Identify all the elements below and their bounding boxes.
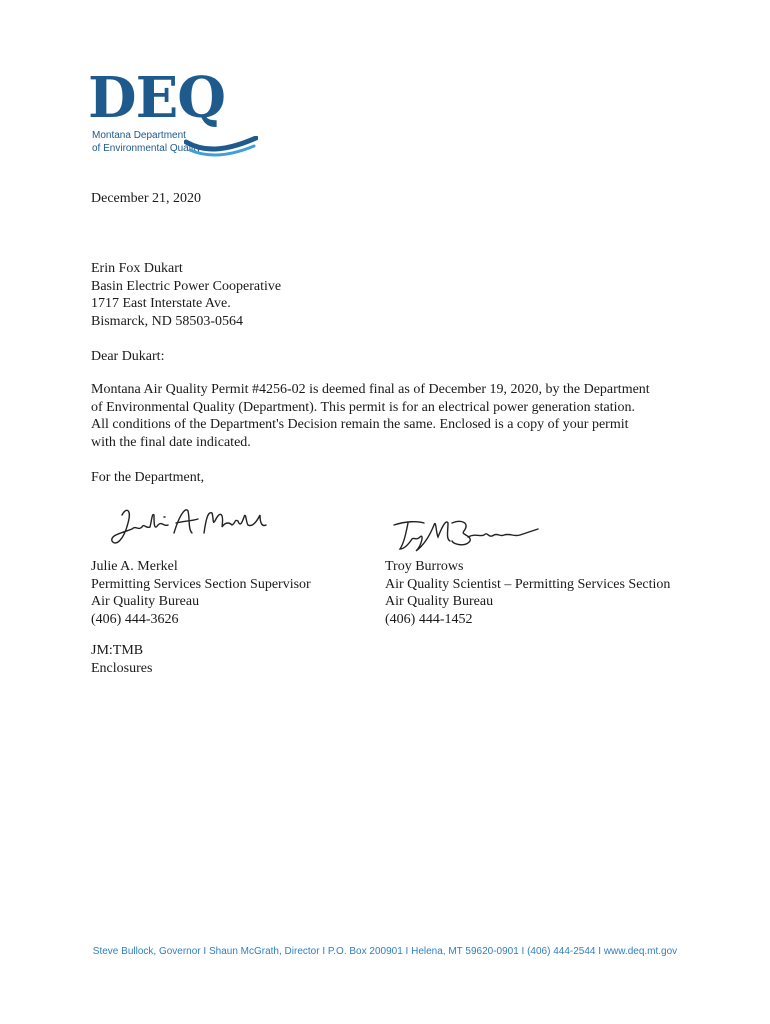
letter-date: December 21, 2020 xyxy=(91,191,202,206)
signature-merkel xyxy=(108,505,268,553)
body-line: Montana Air Quality Permit #4256-02 is deemed final as of December 19, 2020, by the Department xyxy=(91,382,650,397)
signer-phone: (406) 444-1452 xyxy=(385,611,473,627)
recipient-organization: Basin Electric Power Cooperative xyxy=(91,278,282,294)
signer-phone: (406) 444-3626 xyxy=(91,611,179,627)
signer-title: Air Quality Scientist – Permitting Services Section xyxy=(385,576,671,592)
deq-logo xyxy=(88,65,268,162)
reference-initials: JM:TMB xyxy=(91,643,144,658)
recipient-name: Erin Fox Dukart xyxy=(91,261,183,276)
signer-title: Permitting Services Section Supervisor xyxy=(91,576,311,592)
body-line: of Environmental Quality (Department). This permit is for an electrical power generation station. xyxy=(91,399,636,415)
closing: For the Department, xyxy=(91,470,205,485)
recipient-city: Bismarck, ND 58503-0564 xyxy=(91,313,244,329)
signer-block-merkel xyxy=(91,558,311,628)
body-line: with the final date indicated. xyxy=(91,434,251,450)
logo-letters: DEQ xyxy=(88,65,226,131)
recipient-address xyxy=(91,260,281,330)
enclosures-note: Enclosures xyxy=(91,660,153,676)
signer-block-burrows xyxy=(385,558,670,628)
signer-bureau: Air Quality Bureau xyxy=(385,594,494,610)
logo-line-2: of Environmental Quality xyxy=(92,143,201,154)
reference-initials-block xyxy=(91,642,152,677)
recipient-street: 1717 East Interstate Ave. xyxy=(91,296,231,312)
letterhead-footer: Steve Bullock, Governor I Shaun McGrath, Director I P.O. Box 200901 I Helena, MT 59620-0901 I (406) 444-2544 I www.deq.mt.gov xyxy=(92,946,678,957)
signature-burrows xyxy=(390,515,540,557)
signer-name: Troy Burrows xyxy=(385,559,464,574)
letter-body xyxy=(91,381,650,451)
body-line: All conditions of the Department's Decision remain the same. Enclosed is a copy of your permit xyxy=(91,417,629,433)
salutation: Dear Dukart: xyxy=(91,349,165,364)
logo-line-1: Montana Department xyxy=(92,130,186,141)
signer-name: Julie A. Merkel xyxy=(91,559,178,574)
logo-wave-icon xyxy=(184,136,258,158)
signer-bureau: Air Quality Bureau xyxy=(91,594,200,610)
